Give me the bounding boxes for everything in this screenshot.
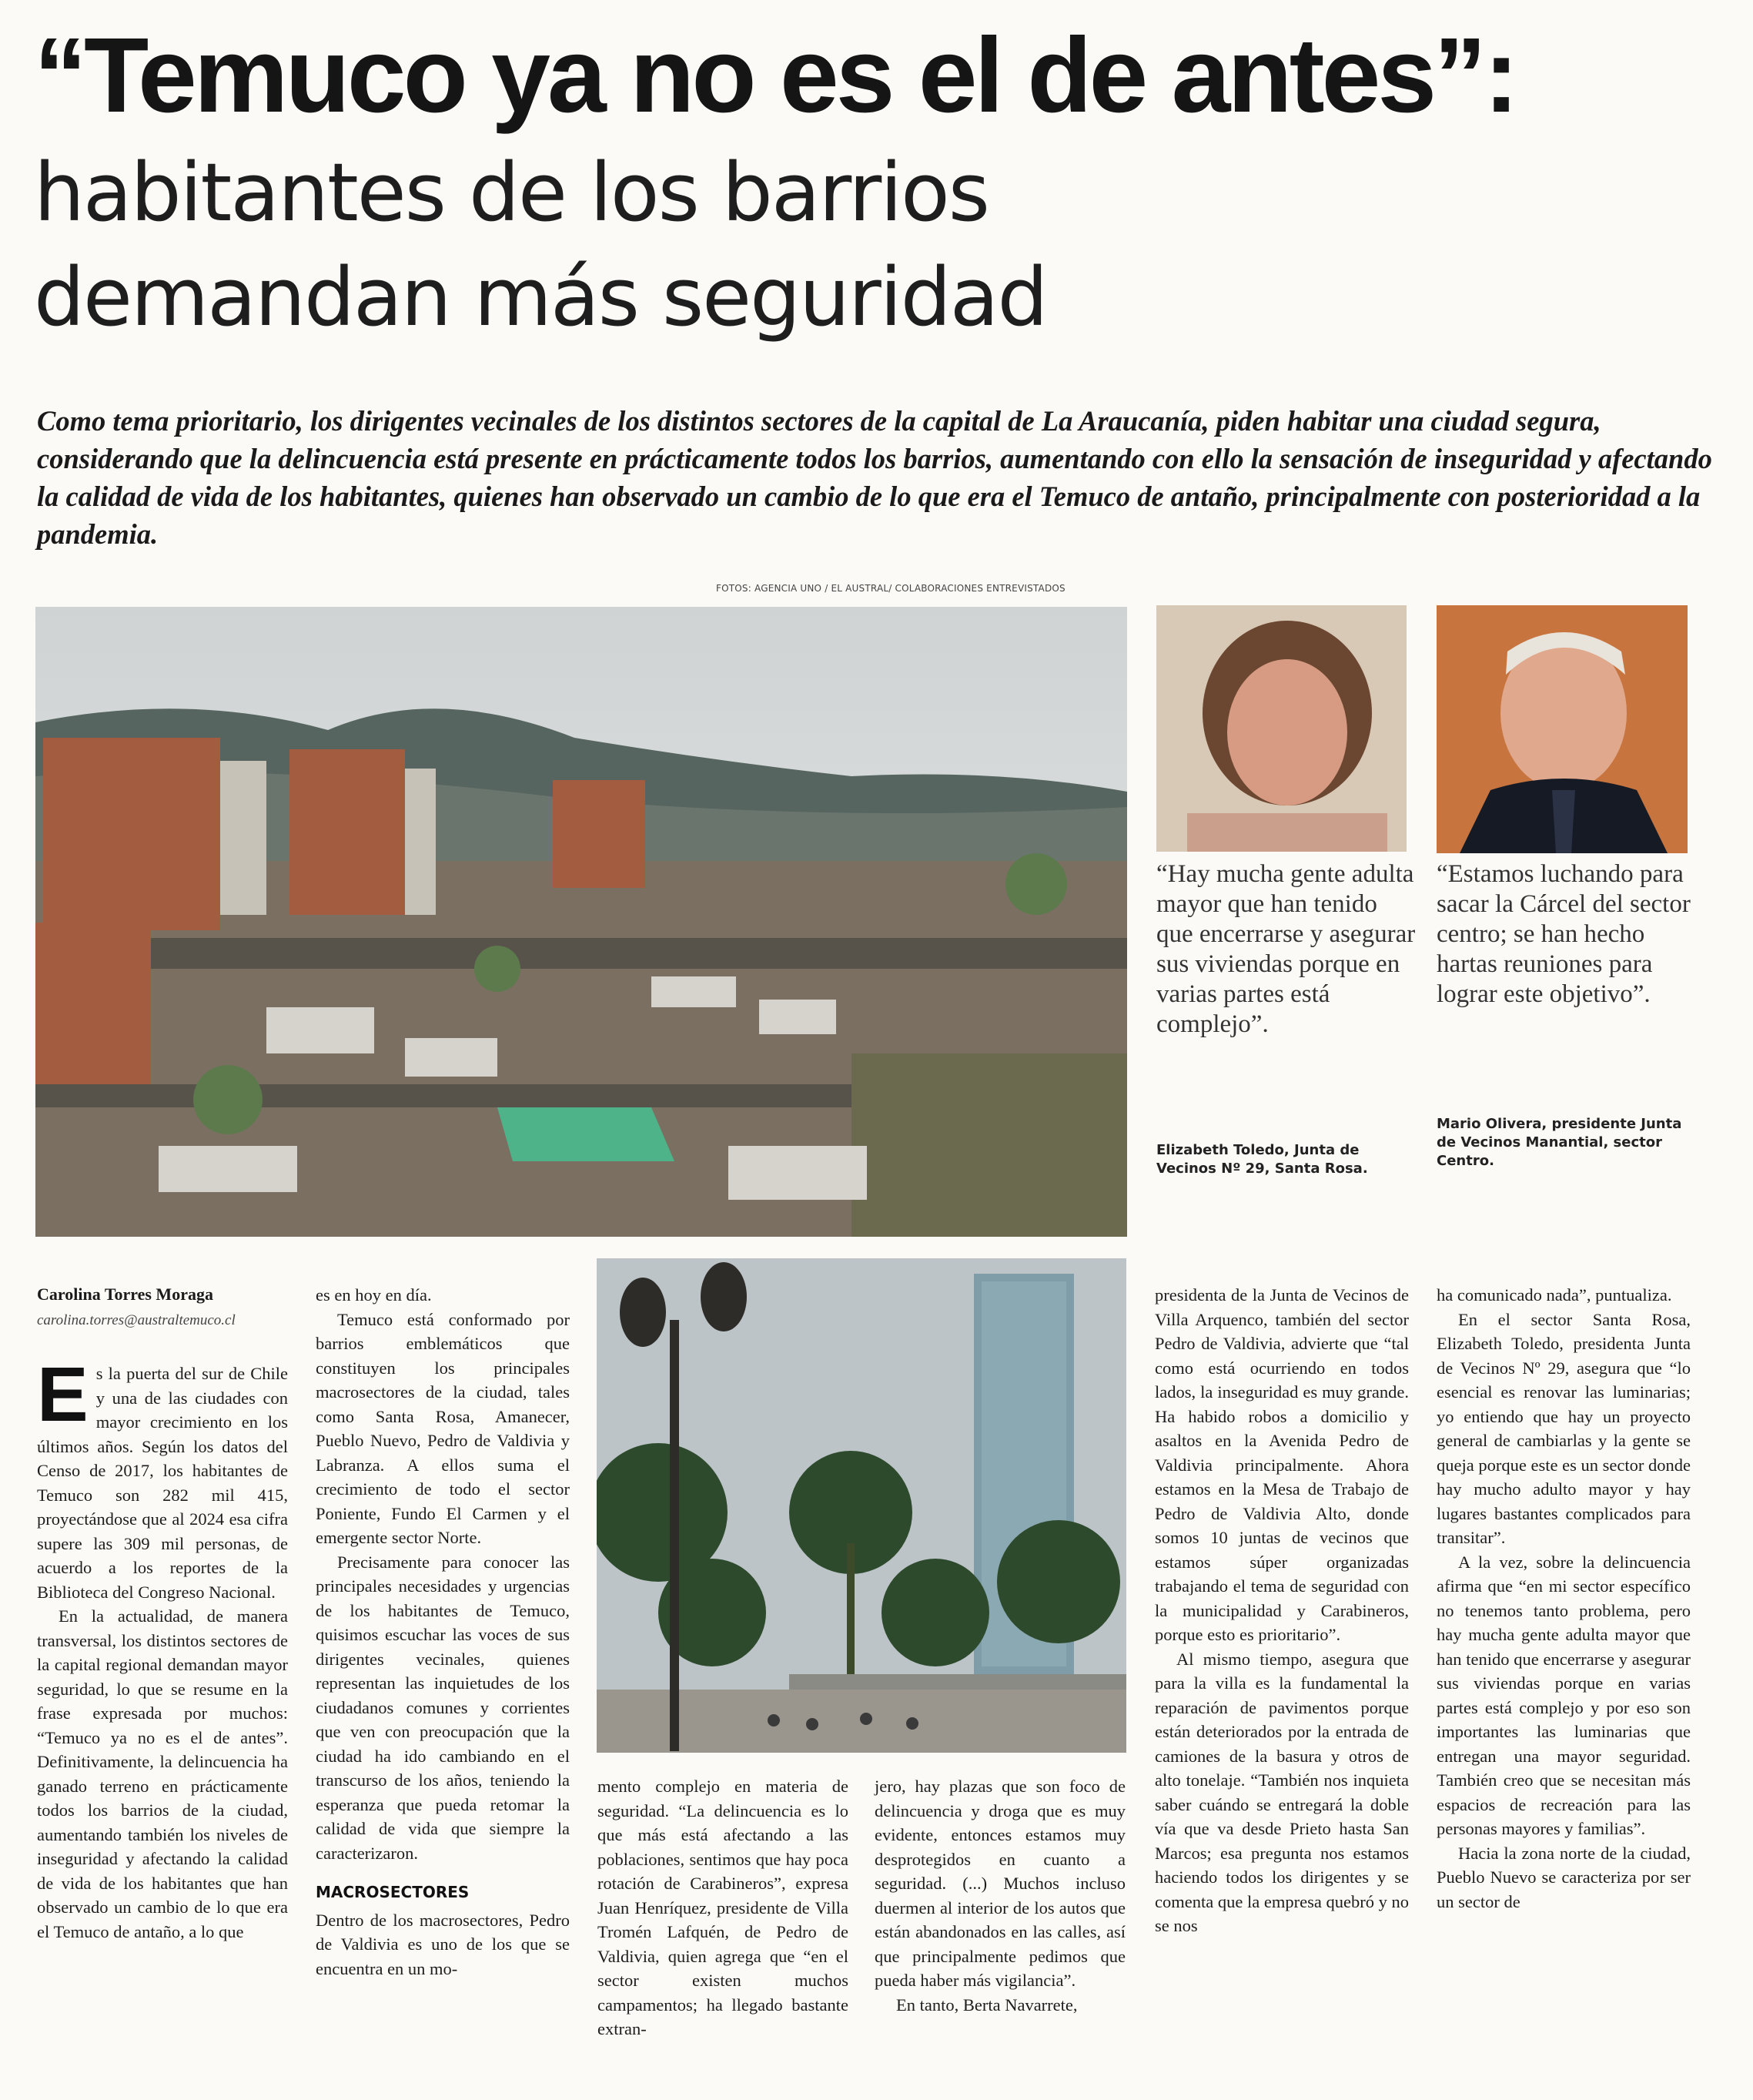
col6-paragraph-1: ha comunicado nada”, puntualiza. [1437,1285,1672,1305]
headline-sub-line-2: demandan más seguridad [34,250,1047,344]
quote-elizabeth-toledo: “Hay mucha gente adulta mayor que han tenido que encerrarse y asegurar sus viviendas porque en varias partes está complejo”. [1156,860,1416,1038]
col1-paragraph-1: s la puerta del sur de Chile y una de las ciudades con mayor crecimiento en los últimos años. Según los datos del Censo de 2017, los habitantes de Temuco son 282 mil 415, proyectándose que al 2024 esa cifra supere las 309 mil personas, de acuerdo a los reportes de la Biblioteca del Congreso Nacional. [37,1364,288,1602]
subhead-macrosectores: MACROSECTORES [316,1883,470,1901]
col5-paragraph-1: presidenta de la Junta de Vecinos de Villa Arquenco, también del sector Pedro de Valdivia, advierte que “tal como está ocurriendo en todos lados, la inseguridad es muy grande. Ha habido robos a domicilio y asaltos en la Avenida Pedro de Valdivia principalmente. Ahora estamos en la Mesa de Trabajo de Pedro de Valdivia Alto, donde somos 10 juntas de vecinos que estamos súper organizadas trabajando el tema de seguridad con la municipalidad y Carabineros, porque esto es prioritario”. [1155,1285,1409,1644]
city-aerial-photo [35,607,1127,1237]
col3-paragraph-1: mento complejo en materia de seguridad. “La delincuencia es lo que más está afectando a las poblaciones, sentimos que hay poca rotación de Carabineros”, expresa Juan Henríquez, presidente de Villa Tromén Lafquén, de Pedro de Valdivia, quien agrega que “en el sector existen muchos campamentos; ha llegado bastante extran- [597,1777,848,2038]
headline-sub-line-1: habitantes de los barrios [34,146,989,239]
body-column-5 [1155,1283,1409,1938]
plaza-photo [597,1258,1126,1753]
col2-paragraph-2: Temuco está conformado por barrios emblemáticos que constituyen los principales macrosectores de la ciudad, tales como Santa Rosa, Amanecer, Pueblo Nuevo, Pedro de Valdivia y Labranza. A ellos suma el crecimiento de todo el sector Poniente, Fundo El Carmen y el emergente sector Norte. [316,1309,570,1547]
portrait-elizabeth-toledo [1156,605,1407,852]
body-column-2 [316,1283,570,1981]
lead-paragraph: Como tema prioritario, los dirigentes vecinales de los distintos sectores de la capital de La Araucanía, piden habitar una ciudad segura, considerando que la delincuencia está presente en prácticamente todos los barrios, aumentando con ello la sensación de inseguridad y afectando la calidad de vida de los habitantes, quienes han observado un cambio de lo que era el Temuco de antaño, principalmente con posterioridad a la pandemia. [37,405,1712,550]
photo-credit: FOTOS: AGENCIA UNO / EL AUSTRAL/ COLABORACIONES ENTREVISTADOS [716,583,1066,594]
drop-cap: E [37,1351,89,1438]
byline-email: carolina.torres@australtemuco.cl [37,1312,236,1328]
quote-mario-olivera: “Estamos luchando para sacar la Cárcel del sector centro; se han hecho hartas reuniones para lograr este objetivo”. [1437,860,1691,1008]
col6-paragraph-4: Hacia la zona norte de la ciudad, Pueblo Nuevo se caracteriza por ser un sector de [1437,1843,1691,1911]
body-column-4 [875,1774,1126,2017]
col6-paragraph-3: A la vez, sobre la delincuencia afirma que “en mi sector específico no tenemos tanto problema, pero hay mucha gente adulta mayor que han tenido que encerrarse y asegurar sus viviendas porque en varias partes está complejo y por eso son importantes las luminarias que entregan una mayor seguridad. También creo que se necesitan más espacios de recreación para las personas mayores y familias”. [1437,1552,1691,1838]
col5-paragraph-2: Al mismo tiempo, asegura que para la villa es la fundamental la reparación de pavimentos porque están deteriorados por la entrada de camiones de la basura y otros de alto tonelaje. “También nos inquieta saber cuándo se entregará la doble vía que va desde Prieto hasta San Marcos; esa pregunta nos estamos haciendo todos los dirigentes y se comenta que la empresa quebró y no se nos [1155,1649,1409,1935]
col2-paragraph-1: es en hoy en día. [316,1285,432,1305]
col4-paragraph-2: En tanto, Berta Navarrete, [896,1994,1078,2015]
col2-paragraph-4: Dentro de los macrosectores, Pedro de Valdivia es uno de los que se encuentra en un mo- [316,1910,570,1978]
caption-mario-olivera: Mario Olivera, presidente Junta de Vecinos Manantial, sector Centro. [1437,1116,1682,1169]
caption-elizabeth-toledo: Elizabeth Toledo, Junta de Vecinos Nº 29, Santa Rosa. [1156,1142,1368,1177]
col2-paragraph-3: Precisamente para conocer las principales necesidades y urgencias de los habitantes de Temuco, quisimos escuchar las voces de sus dirigentes vecinales, quienes representan las inquietudes de los ciudadanos comunes y corrientes que ven con preocupación que la ciudad ha ido cambiando en el transcurso de los años, teniendo la esperanza que pueda retomar la calidad de vida que siempre la caracterizaron. [316,1552,570,1863]
col4-paragraph-1: jero, hay plazas que son foco de delincuencia y droga que es muy evidente, entonces estamos muy desprotegidos en cuanto a seguridad. (...) Muchos incluso duermen al interior de los autos que están abandonados en las calles, así que principalmente pedimos que pueda haber más vigilancia”. [875,1777,1126,1990]
col1-paragraph-2: En la actualidad, de manera transversal, los distintos sectores de la capital regional demandan mayor seguridad, lo que se resume en la frase expresada por muchos: “Temuco ya no es el de antes”. Definitivamente, la delincuencia ha ganado terreno en prácticamente todos los barrios de la ciudad, aumentando también los niveles de inseguridad y afectando la calidad de vida de los habitantes que han observado un cambio de lo que era el Temuco de antaño, a lo que [37,1606,288,1941]
col6-paragraph-2: En el sector Santa Rosa, Elizabeth Toledo, presidenta Junta de Vecinos Nº 29, asegura que “lo esencial es renovar las luminarias; yo entiendo que hay un proyecto general de cambiarlas y la gente se queja porque este es un sector donde hay mucho adulto mayor y hay lugares bastantes complicados para transitar”. [1437,1309,1691,1547]
headline-sub [34,140,1266,350]
body-column-6 [1437,1283,1691,1914]
headline-main: “Temuco ya no es el de antes”: [34,16,1517,135]
body-column-3 [597,1774,848,2041]
body-column-1 [37,1351,288,1944]
byline-author: Carolina Torres Moraga [37,1284,213,1304]
portrait-mario-olivera [1437,605,1688,853]
